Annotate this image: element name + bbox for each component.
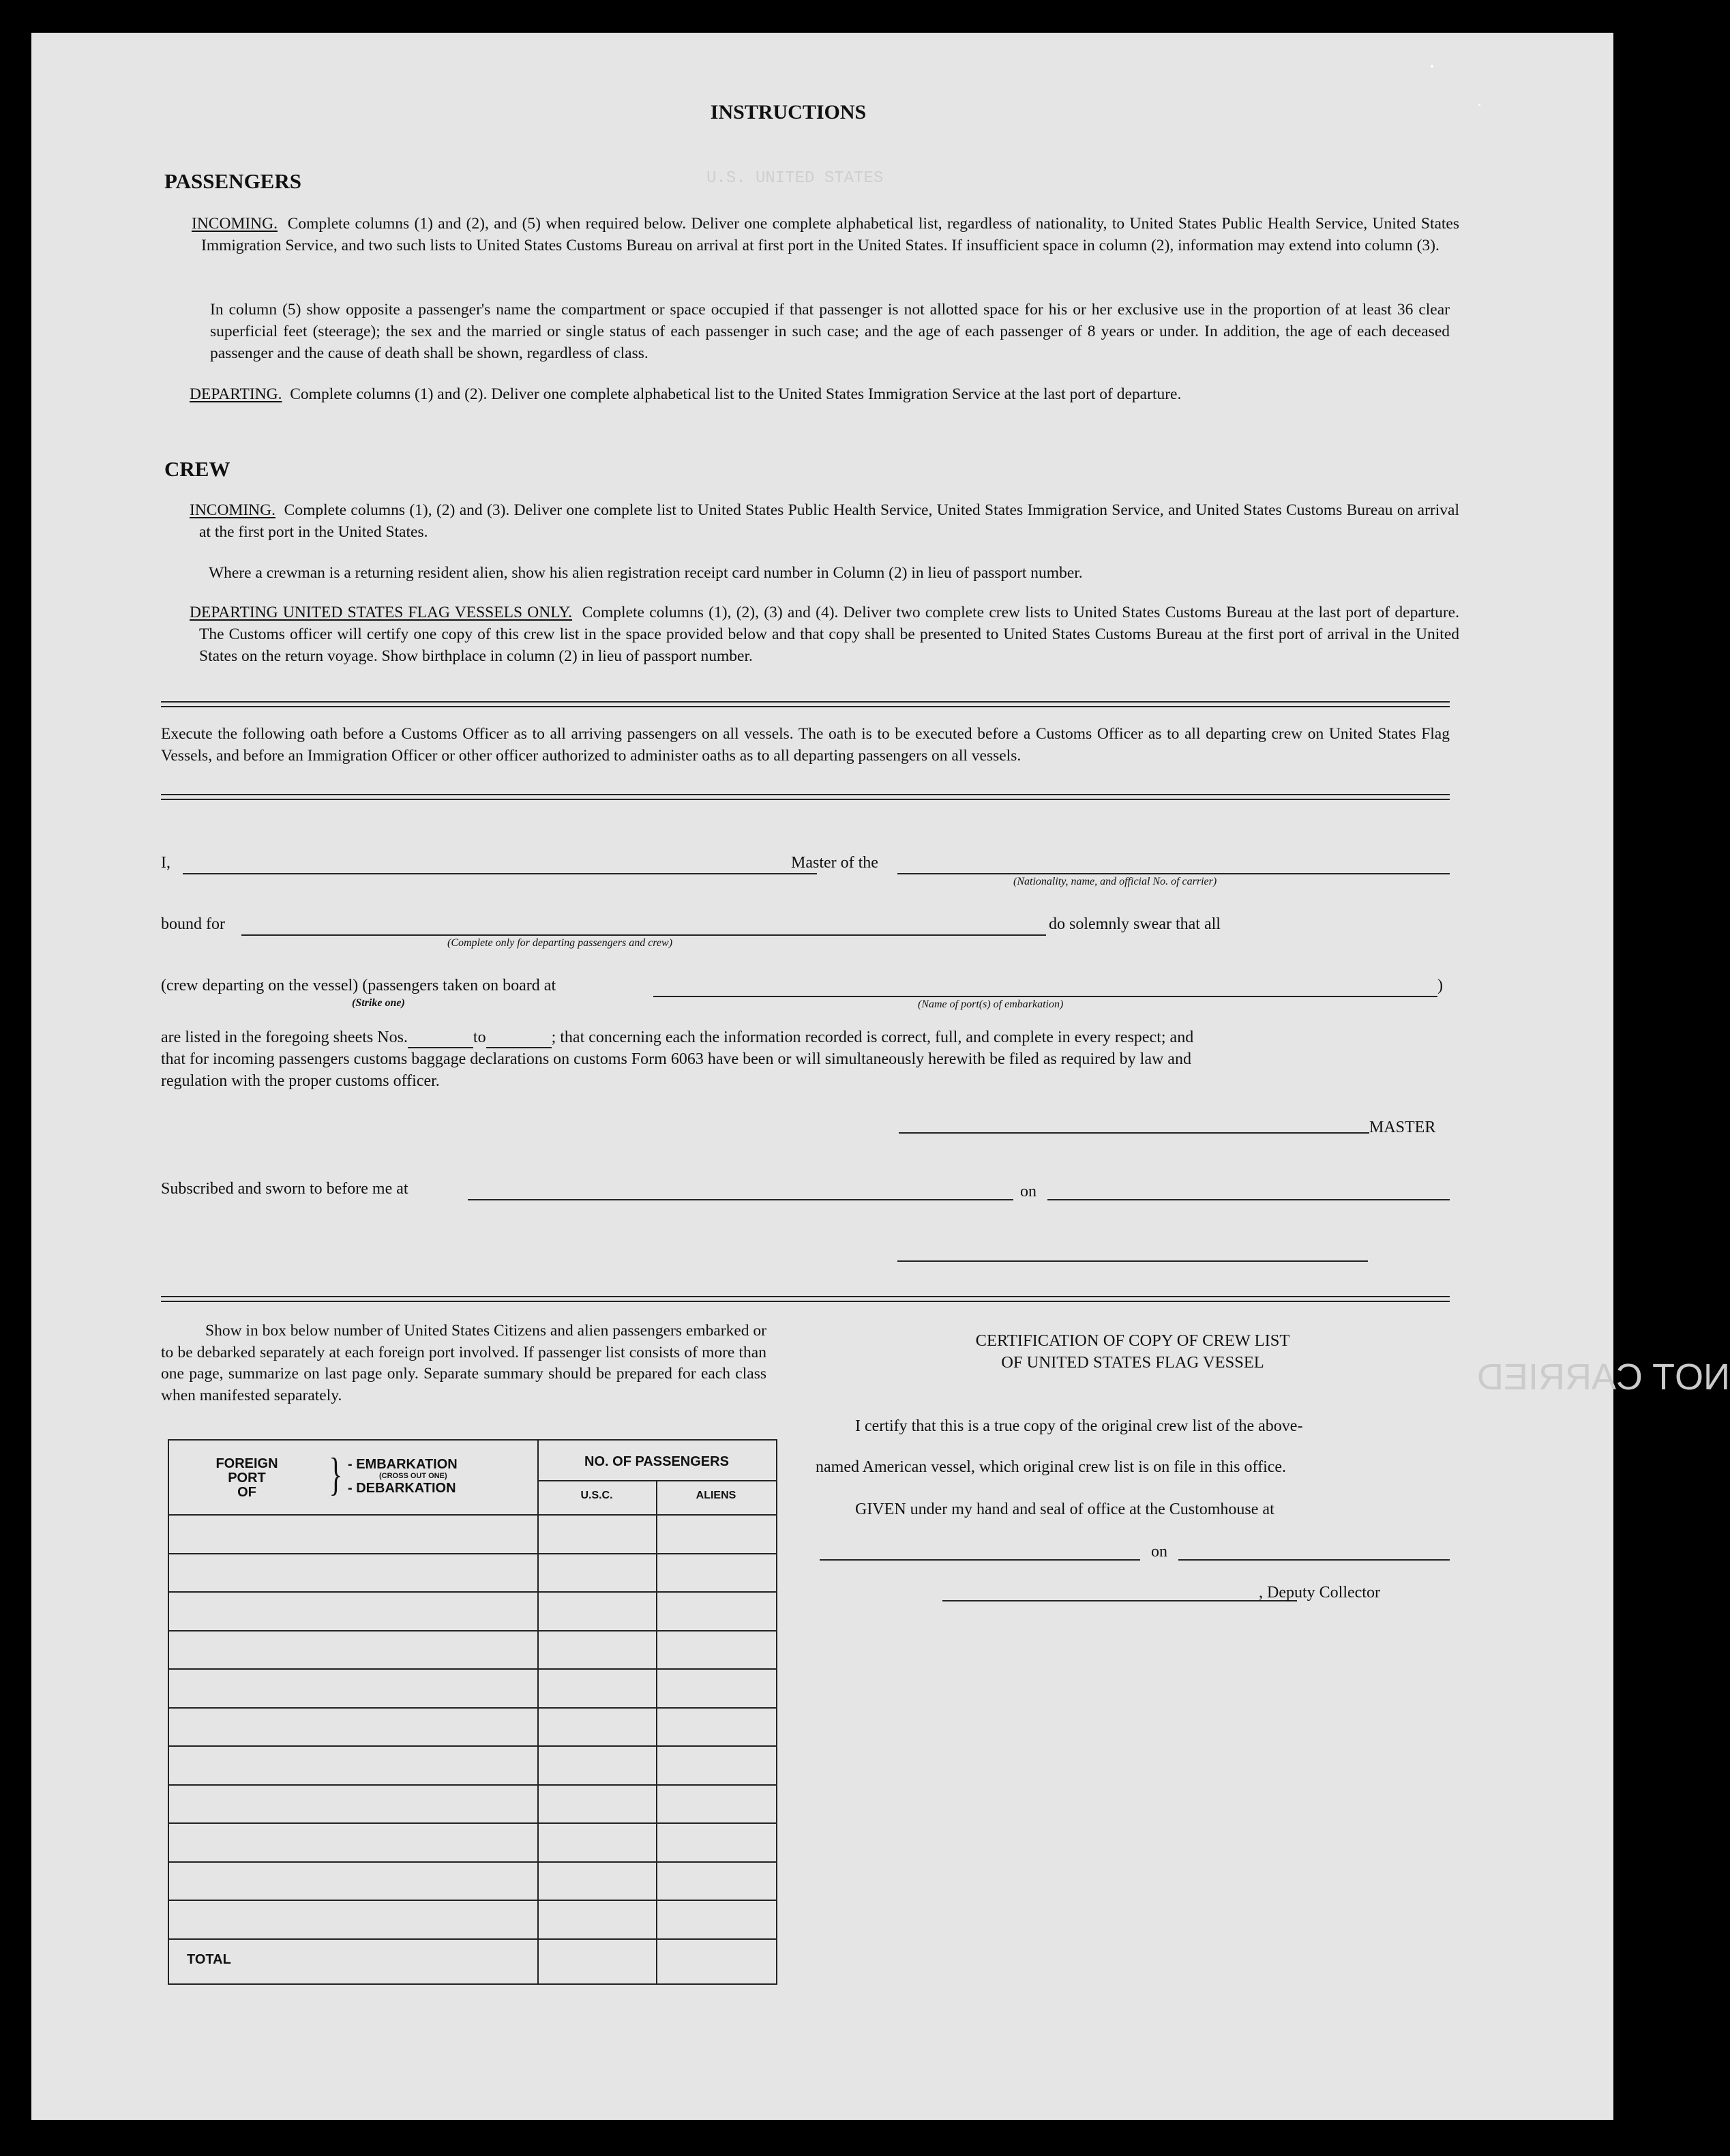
table-row[interactable]	[169, 1629, 776, 1668]
table-row[interactable]	[169, 1514, 776, 1553]
crew-departing-label: DEPARTING UNITED STATES FLAG VESSELS ONLY.	[190, 604, 573, 621]
sheets-line: are listed in the foregoing sheets Nos. to ; that concerning each the information recorded is correct, full, and complete in every respect; and	[161, 1029, 1193, 1048]
strike-one-caption: (Strike one)	[352, 997, 405, 1009]
bound-for-field[interactable]	[241, 934, 1046, 936]
given-under-hand-text: GIVEN under my hand and seal of office at the Customhouse at	[855, 1501, 1274, 1518]
crew-incoming-instruction: INCOMING. Complete columns (1), (2) and (3). Deliver one complete list to United States Public Health Service, United States Immigration Service, and United States Customs Bureau on arrival at the first port in the United States.	[190, 501, 1459, 541]
carrier-caption: (Nationality, name, and official No. of carrier)	[1013, 876, 1217, 887]
customhouse-field[interactable]	[820, 1559, 1140, 1561]
embarkation-option[interactable]: - EMBARKATION	[348, 1457, 458, 1472]
section-divider	[161, 794, 1450, 800]
scan-artifact	[1431, 65, 1433, 68]
passengers-departing-label: DEPARTING.	[190, 385, 282, 403]
master-name-field[interactable]	[183, 873, 817, 874]
section-divider	[161, 701, 1450, 707]
passengers-column5-instruction: In column (5) show opposite a passenger's name the compartment or space occupied if that passenger is not allotted space for his or her exclusive use in the proportion of at least 36 clear superficial feet (steerage); the sex and the married or single status of each passenger in such case; and the age of each passenger of 8 years or under. In addition, the age of each deceased passenger and the cause of death shall be shown, regardless of class.	[210, 301, 1450, 362]
total-label: TOTAL	[187, 1952, 231, 1967]
table-row[interactable]	[169, 1861, 776, 1900]
oath-i-label: I,	[161, 854, 170, 872]
master-signature-field[interactable]	[899, 1132, 1369, 1134]
table-row[interactable]	[169, 1552, 776, 1591]
section-divider	[161, 1296, 1450, 1302]
foreign-port-label: FOREIGN PORT OF	[215, 1456, 278, 1500]
crew-incoming-label: INCOMING.	[190, 501, 275, 519]
certification-title: CERTIFICATION OF COPY OF CREW LIST OF UNITED STATES FLAG VESSEL	[975, 1331, 1290, 1372]
crew-heading: CREW	[164, 457, 230, 481]
crew-departing-instruction: DEPARTING UNITED STATES FLAG VESSELS ONLY. Complete columns (1), (2), (3) and (4). Deliver two complete crew lists to United States Customs Bureau at the last port of departure. The Customs officer will certify one copy of this crew list in the space provided below and that copy shall be presented to United States Customs Bureau at the first port of arrival in the United States on the return voyage. Show birthplace in column (2) in lieu of passport number.	[190, 604, 1459, 665]
table-row[interactable]	[169, 1745, 776, 1784]
certification-on-label: on	[1151, 1543, 1167, 1561]
deputy-collector-label: , Deputy Collector	[1259, 1584, 1380, 1601]
table-row[interactable]	[169, 1822, 776, 1861]
sheet-to-field[interactable]	[486, 1029, 552, 1048]
show-through-text: U.S. UNITED STATES	[706, 169, 884, 188]
table-row[interactable]	[169, 1707, 776, 1745]
crew-resident-alien-note: Where a crewman is a returning resident alien, show his alien registration receipt card number in Column (2) in lieu of passport number.	[209, 564, 1083, 582]
no-of-passengers-header: NO. OF PASSENGERS	[584, 1454, 729, 1469]
certify-text-line1: I certify that this is a true copy of the original crew list of the above-	[855, 1417, 1303, 1435]
page-title: INSTRUCTIONS	[710, 101, 867, 123]
passenger-summary-table	[168, 1439, 777, 1985]
carrier-field[interactable]	[897, 873, 1450, 874]
table-header-divider	[537, 1480, 776, 1481]
scan-artifact	[1478, 104, 1480, 106]
sheet-from-field[interactable]	[408, 1029, 473, 1048]
passengers-heading: PASSENGERS	[164, 169, 301, 193]
passengers-incoming-instruction: INCOMING. Complete columns (1) and (2), and (5) when required below. Deliver one complete alphabetical list, regardless of nationality, to United States Public Health Service, United States Immigration Service, and two such lists to United States Customs Bureau on arrival at first port in the United States. If insufficient space in column (2), information may extend into column (3).	[192, 215, 1460, 254]
aliens-header: ALIENS	[696, 1490, 736, 1501]
embarkation-options	[348, 1457, 458, 1496]
regulation-text: regulation with the proper customs officer.	[161, 1072, 440, 1090]
bound-for-label: bound for	[161, 915, 225, 933]
table-row[interactable]	[169, 1784, 776, 1822]
brace-icon: }	[329, 1448, 343, 1500]
table-row[interactable]	[169, 1900, 776, 1938]
form-page	[31, 33, 1730, 2120]
port-caption: (Name of port(s) of embarkation)	[918, 999, 1064, 1010]
master-of-label: Master of the	[791, 854, 878, 872]
master-label: MASTER	[1369, 1119, 1436, 1136]
officer-signature-field[interactable]	[897, 1260, 1368, 1262]
passengers-incoming-label: INCOMING.	[192, 215, 278, 233]
show-through-stamp: NOT CARRIED	[1477, 1357, 1730, 1398]
summary-instructions: Show in box below number of United States Citizens and alien passengers embarked or to be debarked separately at each foreign port involved. If passenger list consists of more than one page, summarize on last page only. Separate summary should be prepared for each class when manifested separately.	[161, 1322, 766, 1404]
cross-out-note: (CROSS OUT ONE)	[379, 1472, 447, 1480]
debarkation-option[interactable]: - DEBARKATION	[348, 1481, 456, 1496]
crew-passengers-label: (crew departing on the vessel) (passengers taken on board at	[161, 977, 556, 994]
baggage-declaration-text: that for incoming passengers customs baggage declarations on customs Form 6063 have been or will simultaneously herewith be filed as required by law and	[161, 1050, 1191, 1068]
departing-caption: (Complete only for departing passengers and crew)	[447, 937, 673, 949]
sworn-on-label: on	[1020, 1183, 1036, 1200]
subscribed-label: Subscribed and sworn to before me at	[161, 1180, 408, 1198]
deputy-collector-signature-field[interactable]	[942, 1600, 1297, 1601]
table-row-line	[169, 1938, 776, 1940]
oath-intro-text: Execute the following oath before a Customs Officer as to all arriving passengers on all vessels. The oath is to be executed before a Customs Officer as to all departing crew on United States Flag Vessels, and before an Immigration Officer or other officer authorized to administer oaths as to all departing passengers on all vessels.	[161, 725, 1450, 765]
table-row[interactable]	[169, 1668, 776, 1707]
swear-label: do solemnly swear that all	[1049, 915, 1221, 933]
sworn-place-field[interactable]	[468, 1199, 1013, 1200]
sworn-date-field[interactable]	[1047, 1199, 1450, 1200]
embarkation-port-field[interactable]	[653, 996, 1437, 997]
passengers-departing-instruction: DEPARTING. Complete columns (1) and (2). Deliver one complete alphabetical list to the United States Immigration Service at the last port of departure.	[190, 385, 1182, 403]
certification-date-field[interactable]	[1178, 1559, 1450, 1561]
table-row[interactable]	[169, 1591, 776, 1630]
certify-text-line2: named American vessel, which original crew list is on file in this office.	[816, 1458, 1287, 1476]
usc-header: U.S.C.	[580, 1490, 613, 1501]
close-paren: )	[1437, 977, 1443, 994]
